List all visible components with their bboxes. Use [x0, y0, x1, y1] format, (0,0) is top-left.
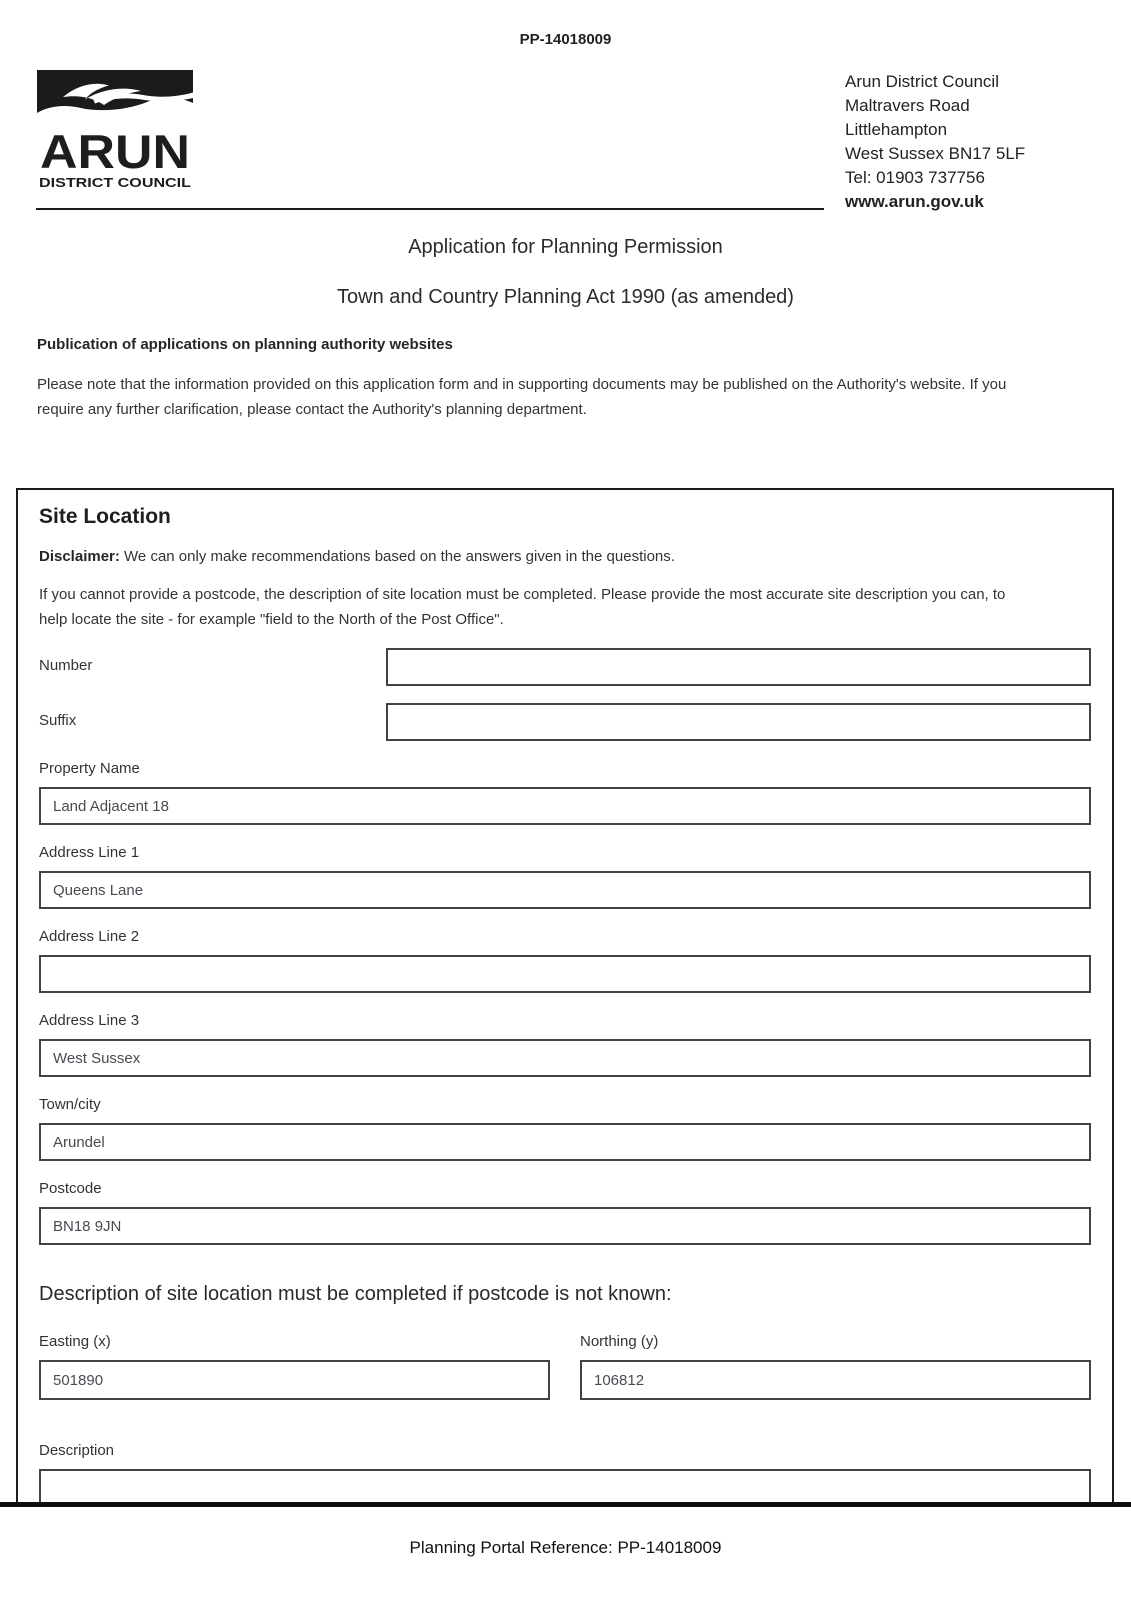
site-location-intro-line: help locate the site - for example "field to the North of the Post Office". — [39, 611, 504, 628]
field-row-suffix — [39, 703, 1091, 741]
address-line-2-input[interactable] — [39, 955, 1091, 993]
description-label: Description — [39, 1442, 115, 1459]
address-line-3-label: Address Line 3 — [39, 1012, 140, 1029]
council-website: www.arun.gov.uk — [845, 192, 984, 211]
council-phone: Tel: 01903 737756 — [845, 168, 985, 187]
publication-note-line: Please note that the information provided on this application form and in supporting documents may be published on the Authority's website. If you — [37, 376, 1007, 393]
postcode-label: Postcode — [39, 1180, 102, 1197]
field-row-address-line-2 — [39, 928, 1091, 993]
number-input[interactable] — [386, 648, 1091, 686]
council-address-line: Maltravers Road — [845, 96, 970, 115]
suffix-input[interactable] — [386, 703, 1091, 741]
planning-reference-header: PP-14018009 — [519, 31, 612, 48]
field-row-postcode — [39, 1180, 1091, 1245]
northing-input[interactable] — [580, 1360, 1091, 1400]
council-address-line: Littlehampton — [845, 120, 948, 139]
council-address-line: West Sussex BN17 5LF — [845, 144, 1026, 163]
council-address-block — [845, 70, 1025, 214]
arun-district-council-logo — [37, 70, 193, 192]
field-row-property-name — [39, 760, 1091, 825]
address-line-1-label: Address Line 1 — [39, 844, 140, 861]
publication-note — [37, 372, 1006, 422]
easting-input[interactable] — [39, 1360, 550, 1400]
description-requirement-heading: Description of site location must be completed if postcode is not known: — [39, 1283, 672, 1305]
form-title: Application for Planning Permission — [408, 236, 723, 258]
site-location-intro-line: If you cannot provide a postcode, the description of site location must be completed. Please provide the most accurate site description you can, to — [39, 586, 1006, 603]
field-row-address-line-3 — [39, 1012, 1091, 1077]
description-textarea[interactable] — [39, 1469, 1091, 1502]
postcode-input[interactable] — [39, 1207, 1091, 1245]
field-row-town-city — [39, 1096, 1091, 1161]
disclaimer-label: Disclaimer: — [39, 548, 120, 565]
disclaimer-text — [39, 547, 1091, 566]
publication-note-line: require any further clarification, please contact the Authority's planning department. — [37, 401, 587, 418]
property-name-label: Property Name — [39, 760, 140, 777]
logo-wordmark: ARUN — [40, 125, 190, 178]
field-northing — [580, 1333, 1091, 1400]
coordinates-row — [39, 1333, 1091, 1400]
page-break-line — [0, 1502, 1131, 1507]
field-row-address-line-1 — [39, 844, 1091, 909]
logo-subtitle: DISTRICT COUNCIL — [39, 175, 192, 190]
address-line-3-input[interactable] — [39, 1039, 1091, 1077]
easting-label: Easting (x) — [39, 1333, 111, 1350]
site-location-section — [16, 488, 1114, 1502]
town-city-input[interactable] — [39, 1123, 1091, 1161]
header-divider — [36, 208, 824, 210]
northing-label: Northing (y) — [580, 1333, 659, 1350]
address-line-1-input[interactable] — [39, 871, 1091, 909]
number-label: Number — [39, 657, 93, 674]
publication-heading: Publication of applications on planning authority websites — [37, 336, 453, 353]
logo-graphic — [37, 70, 193, 192]
planning-portal-reference-footer: Planning Portal Reference: PP-14018009 — [409, 1538, 722, 1557]
field-row-number — [39, 648, 1091, 686]
site-location-intro — [39, 582, 1091, 632]
town-city-label: Town/city — [39, 1096, 101, 1113]
address-line-2-label: Address Line 2 — [39, 928, 140, 945]
suffix-label: Suffix — [39, 712, 77, 729]
site-location-heading: Site Location — [39, 505, 171, 528]
council-address-line: Arun District Council — [845, 72, 999, 91]
disclaimer-body: We can only make recommendations based on the answers given in the questions. — [124, 548, 675, 565]
field-row-description — [39, 1442, 1091, 1502]
property-name-input[interactable] — [39, 787, 1091, 825]
form-subtitle: Town and Country Planning Act 1990 (as amended) — [337, 286, 794, 308]
field-easting — [39, 1333, 550, 1400]
